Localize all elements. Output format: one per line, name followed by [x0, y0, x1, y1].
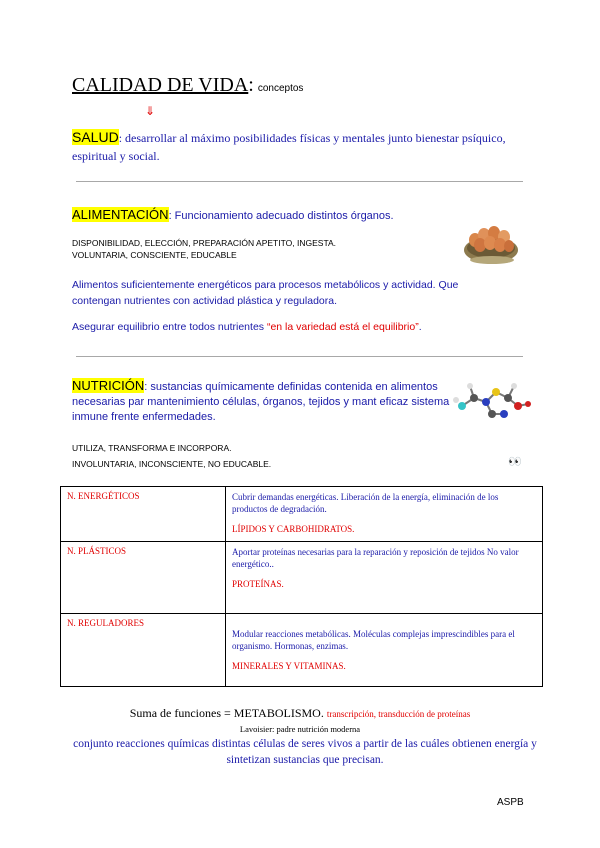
title-subtitle: conceptos	[257, 83, 304, 94]
alimentacion-heading	[72, 207, 394, 224]
divider	[76, 181, 523, 182]
nutricion-traits	[72, 440, 271, 472]
alimentacion-p2-end: .	[418, 321, 422, 333]
nutrient-type: N. REGULADORES	[61, 614, 226, 687]
salud-label: SALUD	[72, 129, 119, 145]
eggs-basket-image	[463, 216, 519, 266]
salud-definition	[72, 128, 542, 165]
nutrient-desc-text: Cubrir demandas energéticas. Liberación de la energía, eliminación de los productos de degradación.	[232, 492, 499, 514]
alimentacion-line2: VOLUNTARIA, CONSCIENTE, EDUCABLE	[72, 250, 237, 260]
salud-text: : desarrollar al máximo posibilidades físicas y mentales junto bienestar psíquico, espiritual y social.	[72, 131, 506, 163]
alimentacion-traits	[72, 237, 336, 261]
nutricion-text: : sustancias químicamente definidas contenida en alimentos necesarias par mantenimiento células, órganos, tejidos y mant eficaz sistema inmune frente enfermedades.	[72, 381, 450, 423]
nutrient-description	[226, 487, 543, 542]
alimentacion-p2-text: Asegurar equilibrio entre todos nutrientes	[72, 321, 267, 333]
eyes-icon: 👀	[508, 456, 522, 468]
metabolismo-text: Suma de funciones = METABOLISMO.	[129, 706, 324, 720]
nutrient-desc-text: Aportar proteínas necesarias para la reparación y reposición de tejidos No valor energético..	[232, 547, 519, 569]
alimentacion-paragraph-2	[72, 319, 532, 335]
alimentacion-p2-quote: “en la variedad está el equilibrio”	[266, 321, 419, 333]
table-row	[61, 614, 543, 687]
alimentacion-paragraph-1: Alimentos suficientemente energéticos para procesos metabólicos y actividad. Que contengan nutrientes con actividad plástica y reguladora.	[72, 279, 459, 307]
nutricion-definition	[72, 378, 457, 425]
divider	[76, 356, 523, 357]
nutrient-description	[226, 542, 543, 614]
nutricion-line1: UTILIZA, TRANSFORMA E INCORPORA.	[72, 443, 232, 453]
footer-author: ASPB	[497, 797, 524, 808]
table-row	[61, 487, 543, 542]
nutrient-examples: MINERALES Y VITAMINAS.	[232, 661, 346, 671]
alimentacion-line1: DISPONIBILIDAD, ELECCIÓN, PREPARACIÓN APETITO, INGESTA.	[72, 238, 337, 248]
metabolismo-line	[0, 706, 600, 721]
alimentacion-label: ALIMENTACIÓN	[72, 207, 169, 222]
metabolismo-note: transcripción, transducción de proteínas	[326, 709, 471, 719]
table-row	[61, 542, 543, 614]
nutrient-type: N. PLÁSTICOS	[61, 542, 226, 614]
lavoisier-note: Lavoisier: padre nutrición moderna	[239, 724, 361, 734]
nutrient-type: N. ENERGÉTICOS	[61, 487, 226, 542]
nutrient-examples: PROTEÍNAS.	[232, 579, 284, 589]
down-arrow-icon: ⇓	[145, 104, 156, 118]
nutrients-table	[60, 486, 543, 687]
title-colon: :	[248, 74, 254, 96]
alimentacion-text: : Funcionamiento adecuado distintos órganos.	[168, 210, 394, 222]
nutrient-description	[226, 614, 543, 687]
nutrient-examples: LÍPIDOS Y CARBOHIDRATOS.	[232, 524, 355, 534]
nutricion-label: NUTRICIÓN	[72, 378, 145, 393]
metabolismo-definition: conjunto reacciones químicas distintas células de seres vivos a partir de las cuáles obtienen energía y sintetizan sustancias que precisan.	[73, 738, 537, 766]
molecule-image	[452, 376, 532, 422]
title-main: CALIDAD DE VIDA	[72, 74, 249, 96]
nutricion-line2: INVOLUNTARIA, INCONSCIENTE, NO EDUCABLE.	[72, 459, 272, 469]
nutrient-desc-text: Modular reacciones metabólicas. Moléculas complejas imprescindibles para el organismo. Hormonas, enzimas.	[232, 629, 515, 651]
page-title	[72, 74, 303, 97]
